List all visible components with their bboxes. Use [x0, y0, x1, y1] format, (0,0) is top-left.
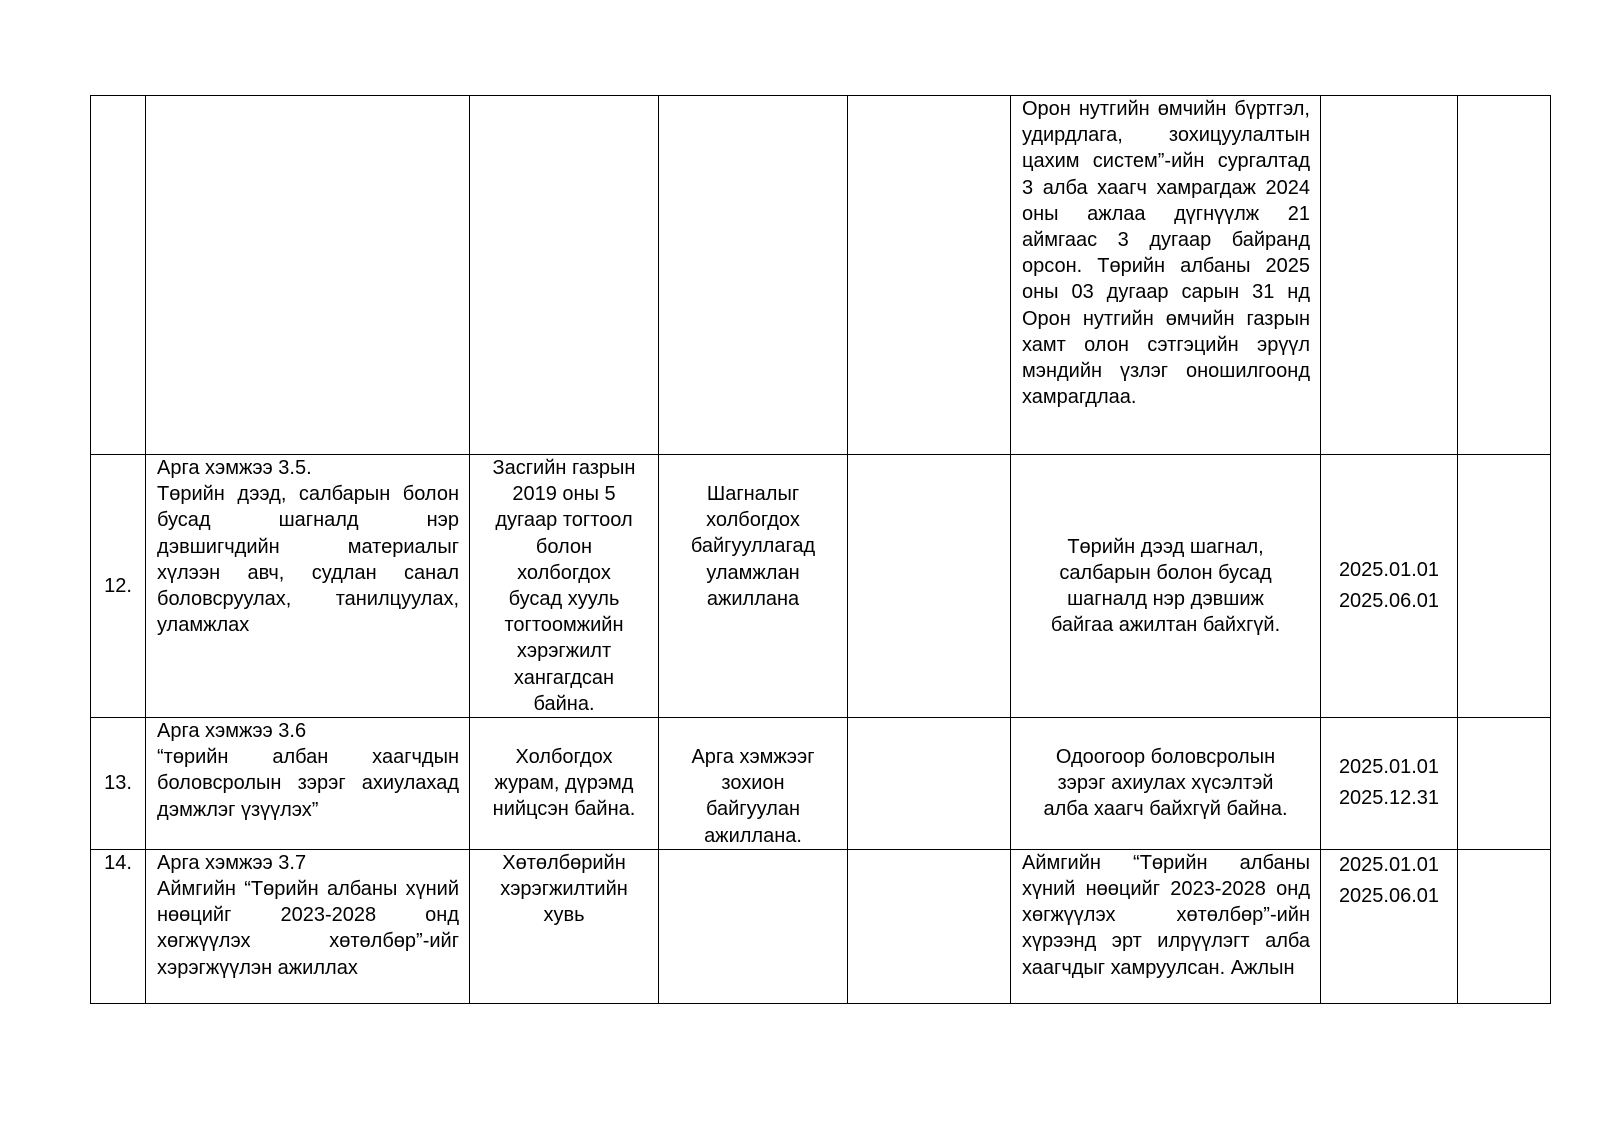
empty-cell — [848, 849, 1011, 1003]
action-plan-table — [90, 95, 1551, 1004]
criteria-line: нийцсэн байна. — [492, 798, 636, 821]
criteria-line: холбогдох — [517, 561, 611, 584]
expected-line: зохион — [721, 772, 785, 795]
date-cell — [1321, 96, 1458, 455]
expected-line: уламжлан — [706, 561, 800, 584]
criteria-cell — [470, 96, 659, 455]
table-row — [91, 718, 1551, 850]
report-line: шагналд нэр дэвшиж — [1067, 588, 1264, 611]
empty-cell — [848, 455, 1011, 718]
report-cell — [1011, 849, 1321, 1003]
table-row — [91, 96, 1551, 455]
expected-result-cell — [659, 96, 848, 455]
criteria-line: Холбогдох — [515, 746, 613, 769]
expected-line: байгууллагад — [690, 535, 816, 558]
expected-line: Шагналыг — [706, 483, 800, 505]
report-line: зэрэг ахиулах хүсэлтэй — [1057, 772, 1274, 795]
start-date: 2025.01.01 — [1338, 559, 1440, 582]
empty-cell — [1458, 849, 1551, 1003]
report-cell — [1011, 96, 1321, 455]
report-text: Аймгийн “Төрийн албаны хүний нөөцийг 2023-2028 онд хөгжүүлэх хөтөлбөр”-ийн хүрээнд эрт илрүүлэгт алба хаагчдыг хамруулсан. Ажлын — [1022, 851, 1310, 979]
empty-cell — [1458, 718, 1551, 850]
criteria-cell — [470, 849, 659, 1003]
empty-cell — [1458, 455, 1551, 718]
criteria-line: тогтоомжийн — [504, 614, 624, 637]
row-number-cell — [91, 718, 146, 850]
report-line: алба хаагч байхгүй байна. — [1043, 798, 1288, 821]
date-cell — [1321, 455, 1458, 718]
criteria-line: бусад хууль — [508, 588, 620, 611]
start-date: 2025.01.01 — [1338, 853, 1440, 876]
criteria-line: хувь — [543, 904, 585, 927]
criteria-line: Хөтөлбөрийн — [502, 851, 626, 874]
row-number: 13. — [104, 772, 132, 795]
criteria-line: дугаар тогтоол — [495, 509, 633, 532]
report-line: байгаа ажилтан байхгүй. — [1050, 614, 1281, 637]
date-cell — [1321, 718, 1458, 850]
expected-result-cell — [659, 849, 848, 1003]
criteria-cell — [470, 455, 659, 718]
action-cell — [146, 718, 470, 850]
report-text: Орон нутгийн өмчийн бүртгэл, удирдлага, зохицуулалтын цахим систем”-ийн сургалтад 3 алба хаагч хамрагдаж 2024 оны ажлаа дүгнүүлж 21 аймгаас 3 дугаар байранд орсон. Төрийн албаны 2025 оны 03 дугаар сарын 31 нд Орон нутгийн өмчийн газрын хамт олон сэтгэцийн эрүүл мэндийн үзлэг оношилгоонд хамрагдлаа. — [1022, 98, 1310, 409]
empty-cell — [848, 96, 1011, 455]
report-cell — [1011, 718, 1321, 850]
criteria-line: журам, дүрэмд — [494, 772, 634, 795]
criteria-line: хэрэгжилтийн — [500, 878, 628, 901]
end-date: 2025.06.01 — [1338, 884, 1440, 907]
expected-line: байгуулан — [706, 798, 800, 821]
end-date: 2025.12.31 — [1338, 787, 1440, 810]
row-number: 12. — [104, 574, 132, 597]
report-cell — [1011, 455, 1321, 718]
table-row — [91, 849, 1551, 1003]
criteria-line: болон — [535, 535, 593, 558]
action-cell — [146, 849, 470, 1003]
row-number-cell — [91, 455, 146, 718]
criteria-cell — [470, 718, 659, 850]
action-cell — [146, 96, 470, 455]
expected-result-cell — [659, 455, 848, 718]
empty-cell — [848, 718, 1011, 850]
criteria-line: Засгийн газрын — [492, 457, 636, 479]
end-date: 2025.06.01 — [1338, 590, 1440, 613]
action-heading: Арга хэмжээ 3.5. — [157, 457, 312, 479]
action-body: Аймгийн “Төрийн албаны хүний нөөцийг 2023-2028 онд хөгжүүлэх хөтөлбөр”-ийг хэрэгжүүлэн ажиллах — [157, 878, 459, 979]
date-cell — [1321, 849, 1458, 1003]
action-body: “төрийн албан хаагчдын боловсролын зэрэг ахиулахад дэмжлэг үзүүлэх” — [157, 746, 459, 821]
expected-result-cell — [659, 718, 848, 850]
expected-line: холбогдох — [706, 509, 800, 532]
report-line: салбарын болон бусад — [1059, 561, 1272, 584]
report-line: Төрийн дээд шагнал, — [1067, 535, 1264, 558]
expected-line: ажиллана. — [704, 824, 802, 847]
report-line: Одоогоор боловсролын — [1055, 746, 1276, 769]
expected-line: Арга хэмжээг — [691, 746, 815, 769]
action-heading: Арга хэмжээ 3.7 — [157, 851, 307, 874]
row-number-cell — [91, 849, 146, 1003]
action-body: Төрийн дээд, салбарын болон бусад шагналд нэр дэвшигчдийн материалыг хүлээн авч, судлан санал боловсруулах, танилцуулах, уламжлах — [157, 483, 459, 637]
criteria-line: байна. — [533, 692, 595, 715]
criteria-line: 2019 оны 5 — [512, 483, 616, 506]
criteria-line: хангагдсан — [513, 666, 615, 689]
row-number: 14. — [104, 851, 132, 874]
action-cell — [146, 455, 470, 718]
empty-cell — [1458, 96, 1551, 455]
expected-line: ажиллана — [706, 587, 800, 610]
criteria-line: хэрэгжилт — [516, 640, 612, 663]
action-heading: Арга хэмжээ 3.6 — [157, 720, 307, 743]
table-row — [91, 455, 1551, 718]
row-number-cell — [91, 96, 146, 455]
start-date: 2025.01.01 — [1338, 756, 1440, 779]
